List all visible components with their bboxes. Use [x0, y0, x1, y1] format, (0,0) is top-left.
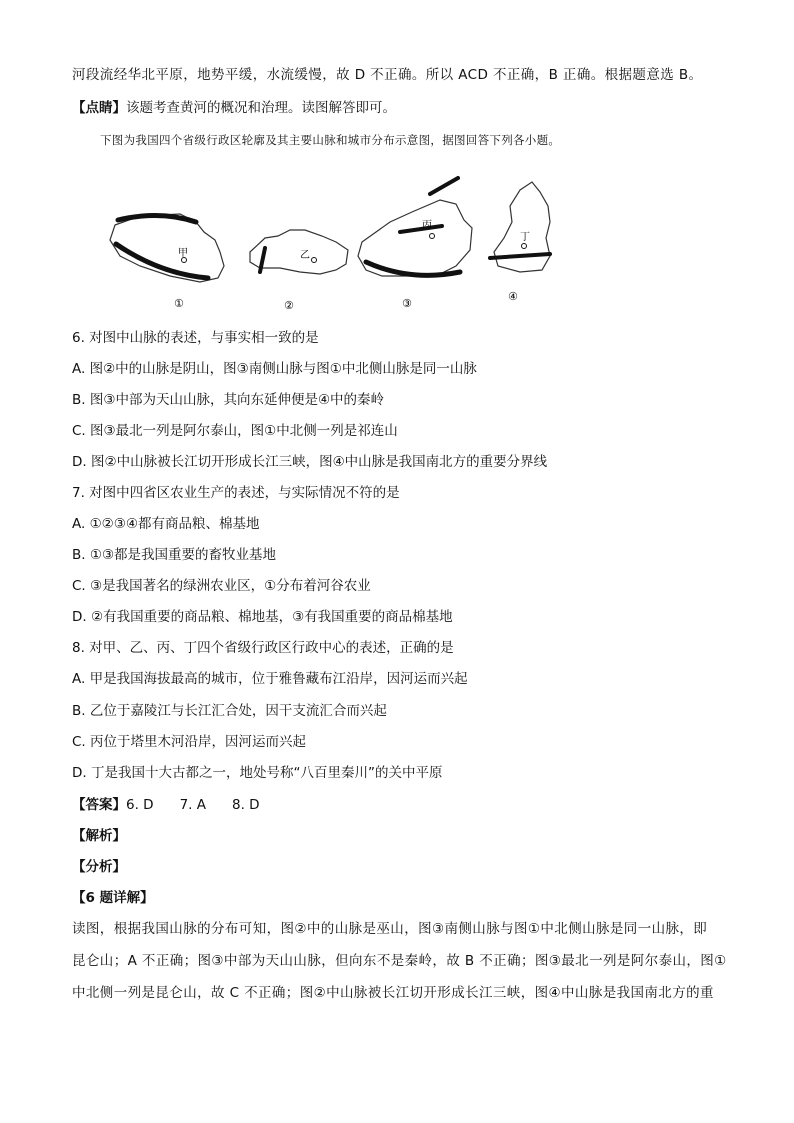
analysis-paragraph-line-2: 昆仑山；A 不正确；图③中部为天山山脉，但向东不是秦岭，故 B 不正确；图③最北一列是阿尔泰山，图①	[72, 953, 727, 969]
q8-option-b: B. 乙位于嘉陵江与长江汇合处，因干支流汇合而兴起	[72, 703, 387, 719]
text-line: 河段流经华北平原，地势平缓，水流缓慢，故 D 不正确。所以 ACD 不正确，B 正确。根据题意选 B。	[72, 67, 703, 83]
q6-option-c: C. 图③最北一列是阿尔泰山，图①中北侧一列是祁连山	[72, 423, 398, 439]
label-ding: 丁	[520, 232, 530, 243]
q7-option-a: A. ①②③④都有商品粮、棉基地	[72, 516, 260, 532]
q6-option-b: B. 图③中部为天山山脉，其向东延伸便是④中的秦岭	[72, 392, 385, 408]
city-bing	[430, 234, 435, 239]
detail-heading: 【6 题详解】	[72, 890, 154, 906]
analysis-paragraph-line-1: 读图，根据我国山脉的分布可知，图②中的山脉是巫山，图③南侧山脉与图①中北侧山脉是同一山脉，即	[72, 921, 708, 937]
analysis-heading: 【解析】	[72, 828, 126, 844]
question-6: 6. 对图中山脉的表述，与事实相一致的是	[72, 330, 319, 346]
answer-7: 7. A	[179, 797, 206, 813]
province-map-figure	[100, 170, 660, 315]
q7-option-c: C. ③是我国著名的绿洲农业区，①分布着河谷农业	[72, 578, 371, 594]
tip-text: 该题考查黄河的概况和治理。读图解答即可。	[126, 100, 396, 116]
tip-label: 【点睛】	[72, 100, 126, 116]
mountain-altai-3	[430, 178, 458, 194]
label-num-4: ④	[508, 290, 518, 303]
label-bing: 丙	[422, 220, 432, 231]
tip-line	[72, 99, 396, 117]
label-jia: 甲	[178, 248, 188, 259]
mountain-kunlun-3	[366, 262, 460, 275]
label-num-1: ①	[174, 297, 184, 310]
analysis-paragraph-line-3: 中北侧一列是昆仑山，故 C 不正确；图②中山脉被长江切开形成长江三峡，图④中山脉是我国南北方的重	[72, 985, 714, 1001]
city-yi	[312, 258, 317, 263]
question-8: 8. 对甲、乙、丙、丁四个省级行政区行政中心的表述，正确的是	[72, 640, 454, 656]
city-ding	[522, 244, 527, 249]
q6-option-d: D. 图②中山脉被长江切开形成长江三峡，图④中山脉是我国南北方的重要分界线	[72, 454, 548, 470]
label-num-3: ③	[402, 297, 412, 310]
q8-option-c: C. 丙位于塔里木河沿岸，因河运而兴起	[72, 734, 307, 750]
question-7: 7. 对图中四省区农业生产的表述，与实际情况不符的是	[72, 485, 400, 501]
fenxi-heading: 【分析】	[72, 859, 126, 875]
mountain-north-1	[118, 215, 196, 222]
answer-8: 8. D	[232, 797, 260, 813]
q7-option-b: B. ①③都是我国重要的畜牧业基地	[72, 547, 277, 563]
q8-option-d: D. 丁是我国十大古都之一，地处号称“八百里秦川”的关中平原	[72, 765, 443, 781]
label-num-2: ②	[284, 299, 294, 312]
mountain-qinling-4	[490, 254, 550, 258]
figure-caption: 下图为我国四个省级行政区轮廓及其主要山脉和城市分布示意图，据图回答下列各小题。	[100, 133, 561, 147]
answer-6: 6. D	[126, 797, 154, 813]
answer-label: 【答案】	[72, 797, 126, 813]
label-yi: 乙	[300, 250, 310, 261]
q6-option-a: A. 图②中的山脉是阴山，图③南侧山脉与图①中北侧山脉是同一山脉	[72, 361, 477, 377]
mountain-tianshan-3	[400, 226, 442, 232]
q8-option-a: A. 甲是我国海拔最高的城市，位于雅鲁藏布江沿岸，因河运而兴起	[72, 671, 468, 687]
q7-option-d: D. ②有我国重要的商品粮、棉地基，③有我国重要的商品棉基地	[72, 609, 453, 625]
answer-line	[72, 796, 260, 814]
